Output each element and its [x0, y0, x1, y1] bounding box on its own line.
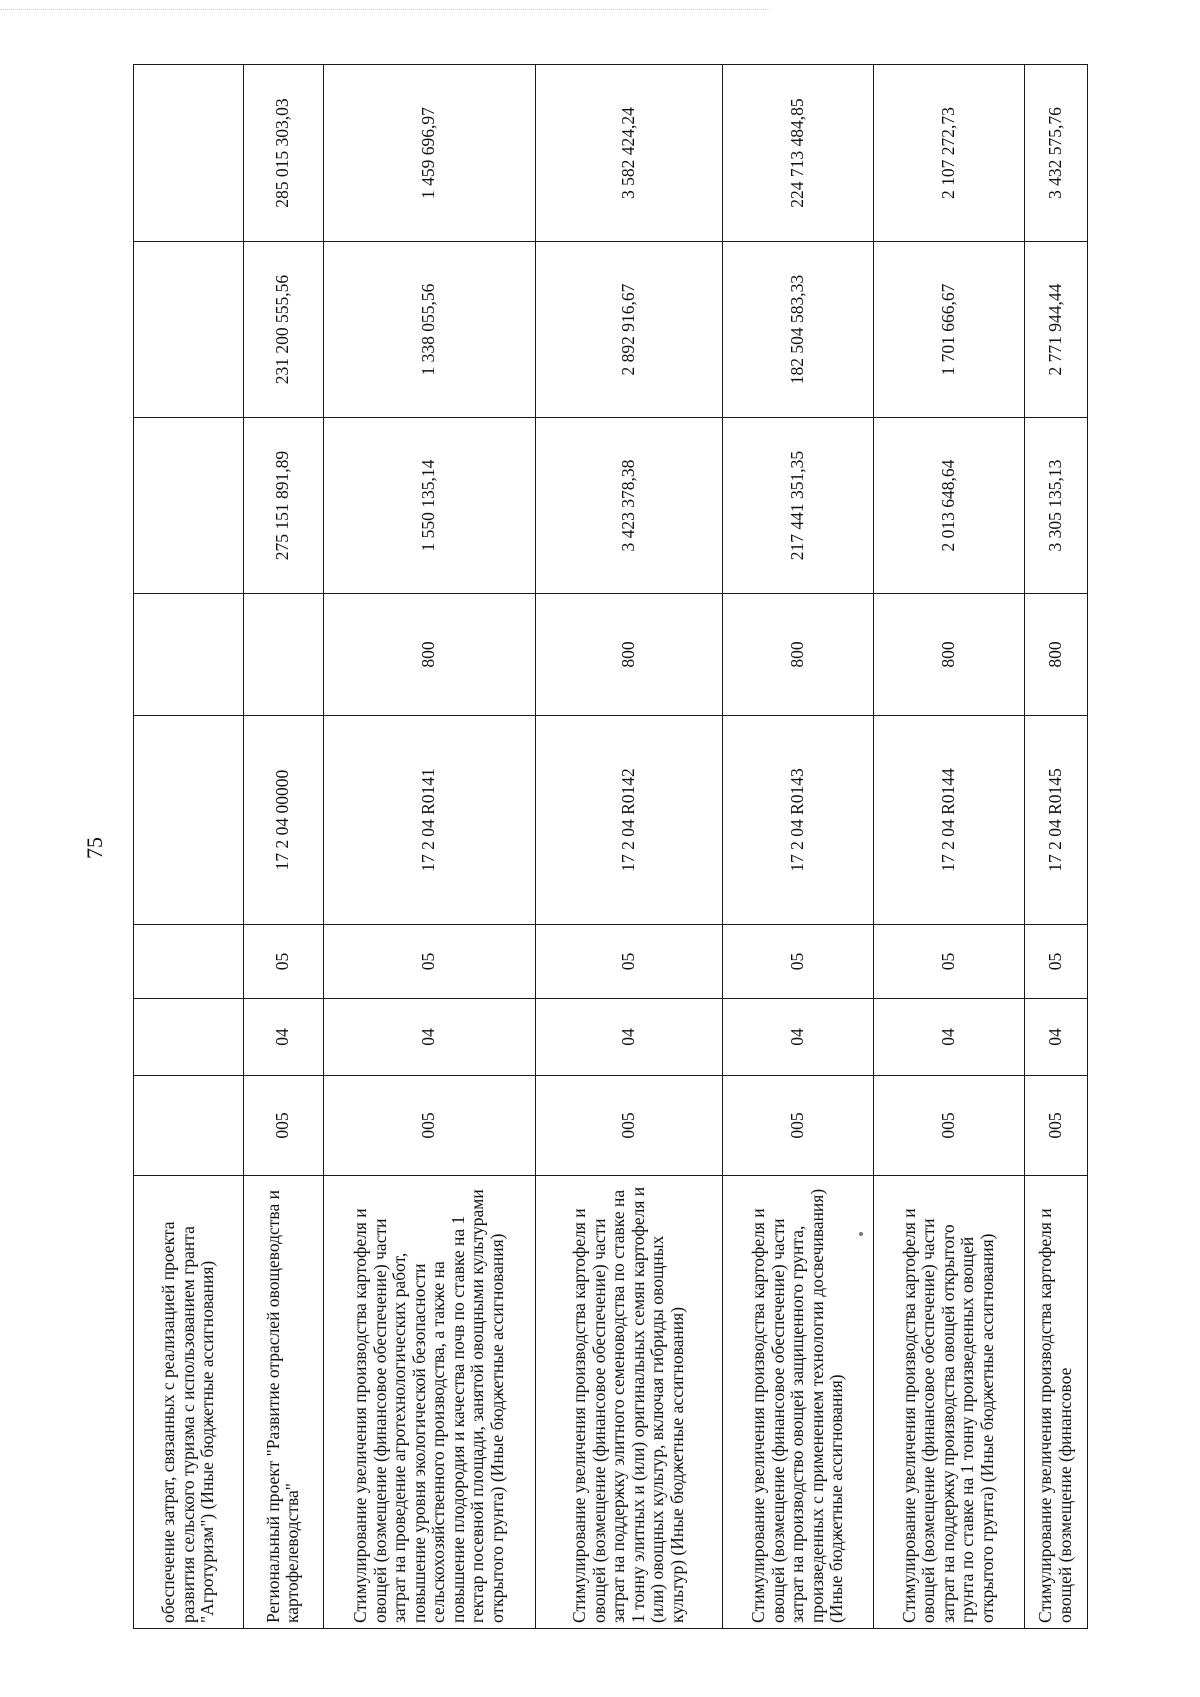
subsection-code-cell: 05: [535, 925, 722, 999]
target-article-cell: 17 2 04 R0143: [722, 716, 873, 925]
description-cell: обеспечение затрат, связанных с реализацией проекта развития сельского туризма с использованием гранта "Агротуризм") (Иные бюджетные ассигнования): [134, 1176, 244, 1629]
amount-year-1-cell: 3 423 378,38: [535, 418, 722, 594]
amount-year-2-cell: 2 771 944,44: [1024, 242, 1087, 418]
page-number: 75: [82, 837, 107, 859]
description-cell: Стимулирование увеличения производства картофеля и овощей (возмещение (финансовое обеспечение) части затрат на производство овощей защищенного грунта, произведенных с применением технологии досвечивания) (Иные бюджетные ассигнования): [722, 1176, 873, 1629]
expense-type-cell: 800: [722, 594, 873, 716]
amount-year-3-cell: 224 713 484,85: [722, 65, 873, 242]
amount-year-2-cell: 231 200 555,56: [243, 242, 323, 418]
description-cell: Стимулирование увеличения производства картофеля и овощей (возмещение (финансовое обеспечение) части затрат на проведение агротехнологических работ, повышение уровня экологической безопасности сельскохозяйственного производства, а также на повышение плодородия и качества почв по ставке на 1 гектар посевной площади, занятой овощными культурами открытого грунта) (Иные бюджетные ассигнования): [323, 1176, 535, 1629]
amount-year-3-cell: 3 582 424,24: [535, 65, 722, 242]
table-row-4: [535, 65, 722, 1629]
section-code-cell: 04: [873, 999, 1024, 1076]
expense-type-cell: 800: [535, 594, 722, 716]
amount-year-2-cell: 182 504 583,33: [722, 242, 873, 418]
subsection-code-cell: 05: [323, 925, 535, 999]
expense-type-cell: 800: [873, 594, 1024, 716]
description-cell: Стимулирование увеличения производства картофеля и овощей (возмещение (финансовое обеспечение) части затрат на поддержку элитного семеноводства по ставке на 1 тонну элитных и (или) оригинальных семян картофеля и (или) овощных культур, включая гибриды овощных культур) (Иные бюджетные ассигнования): [535, 1176, 722, 1629]
section-code-cell: 04: [1024, 999, 1087, 1076]
amount-year-1-cell: [134, 418, 244, 594]
budget-table-container: [133, 65, 1088, 1629]
section-code-cell: 04: [243, 999, 323, 1076]
amount-year-1-cell: 2 013 648,64: [873, 418, 1024, 594]
expense-type-cell: [134, 594, 244, 716]
subsection-code-cell: 05: [873, 925, 1024, 999]
amount-year-1-cell: 3 305 135,13: [1024, 418, 1087, 594]
section-code-cell: [134, 999, 244, 1076]
amount-year-3-cell: 285 015 303,03: [243, 65, 323, 242]
target-article-cell: 17 2 04 R0144: [873, 716, 1024, 925]
amount-year-2-cell: 2 892 916,67: [535, 242, 722, 418]
description-cell: Стимулирование увеличения производства картофеля и овощей (возмещение (финансовое: [1024, 1176, 1087, 1629]
ministry-code-cell: 005: [722, 1076, 873, 1176]
ministry-code-cell: 005: [1024, 1076, 1087, 1176]
ministry-code-cell: [134, 1076, 244, 1176]
section-code-cell: 04: [535, 999, 722, 1076]
subsection-code-cell: 05: [722, 925, 873, 999]
amount-year-2-cell: 1 338 055,56: [323, 242, 535, 418]
subsection-code-cell: [134, 925, 244, 999]
target-article-cell: 17 2 04 R0142: [535, 716, 722, 925]
scan-speck: [859, 1232, 863, 1236]
amount-year-1-cell: 217 441 351,35: [722, 418, 873, 594]
amount-year-3-cell: 2 107 272,73: [873, 65, 1024, 242]
amount-year-2-cell: 1 701 666,67: [873, 242, 1024, 418]
amount-year-2-cell: [134, 242, 244, 418]
ministry-code-cell: 005: [873, 1076, 1024, 1176]
section-code-cell: 04: [323, 999, 535, 1076]
target-article-cell: 17 2 04 00000: [243, 716, 323, 925]
table-row-1: [134, 65, 244, 1629]
target-article-cell: 17 2 04 R0141: [323, 716, 535, 925]
table-row-2: [243, 65, 323, 1629]
section-code-cell: 04: [722, 999, 873, 1076]
amount-year-3-cell: [134, 65, 244, 242]
ministry-code-cell: 005: [323, 1076, 535, 1176]
target-article-cell: 17 2 04 R0145: [1024, 716, 1087, 925]
budget-table: [133, 64, 1088, 1629]
table-row-7: [1024, 65, 1087, 1629]
expense-type-cell: 800: [1024, 594, 1087, 716]
description-cell: Региональный проект "Развитие отраслей овощеводства и картофелеводства": [243, 1176, 323, 1629]
table-row-6: [873, 65, 1024, 1629]
expense-type-cell: 800: [323, 594, 535, 716]
amount-year-1-cell: 275 151 891,89: [243, 418, 323, 594]
ministry-code-cell: 005: [535, 1076, 722, 1176]
ministry-code-cell: 005: [243, 1076, 323, 1176]
subsection-code-cell: 05: [1024, 925, 1087, 999]
amount-year-1-cell: 1 550 135,14: [323, 418, 535, 594]
table-row-3: [323, 65, 535, 1629]
description-cell: Стимулирование увеличения производства картофеля и овощей (возмещение (финансовое обеспечение) части затрат на поддержку производства овощей открытого грунта по ставке на 1 тонну произведенных овощей открытого грунта) (Иные бюджетные ассигнования): [873, 1176, 1024, 1629]
table-row-5: [722, 65, 873, 1629]
amount-year-3-cell: 3 432 575,76: [1024, 65, 1087, 242]
amount-year-3-cell: 1 459 696,97: [323, 65, 535, 242]
subsection-code-cell: 05: [243, 925, 323, 999]
expense-type-cell: [243, 594, 323, 716]
target-article-cell: [134, 716, 244, 925]
